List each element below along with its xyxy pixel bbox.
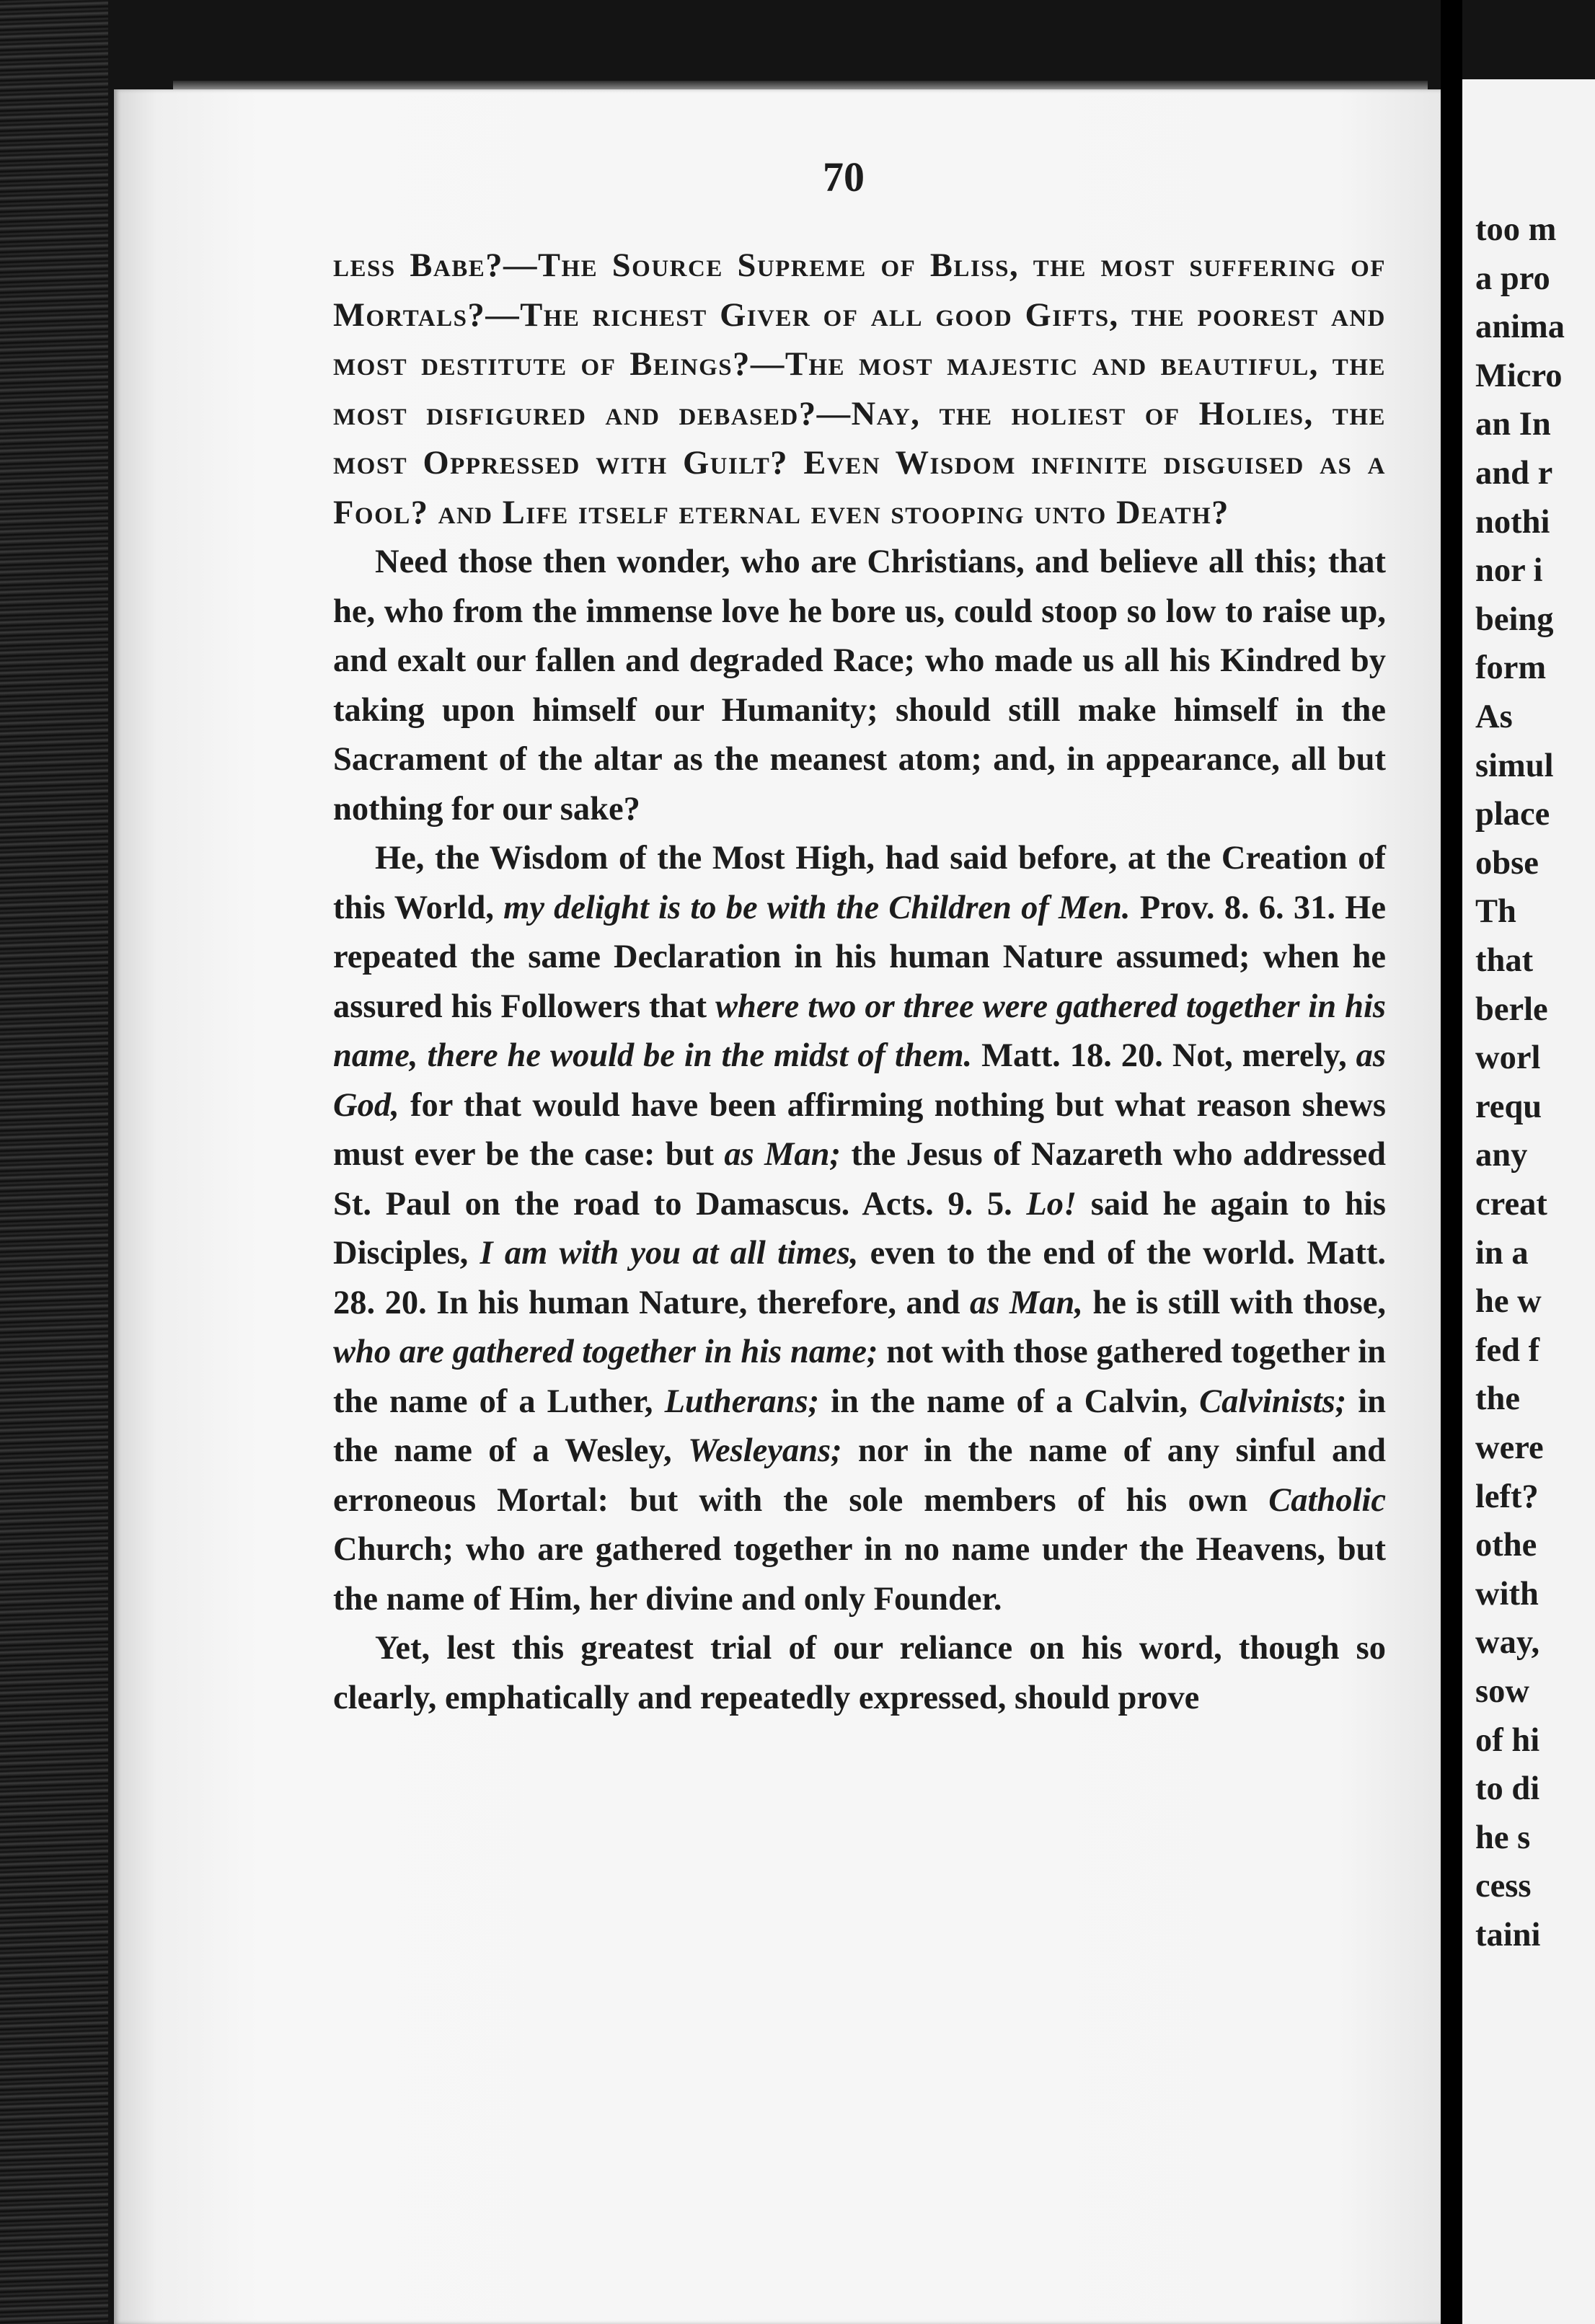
adjacent-page-line: and r — [1475, 455, 1553, 492]
text-run: Church; who are gathered together in no name under the Heavens, but the name of Him, her divine and only Founder. — [333, 1531, 1386, 1618]
adjacent-page-line: of hi — [1475, 1721, 1540, 1759]
page-gutter — [1441, 0, 1462, 2324]
adjacent-page-line: that — [1475, 942, 1534, 979]
text-run: Catholic — [1268, 1481, 1386, 1519]
text-run: I am with you at all times, — [480, 1235, 859, 1272]
text-run: said he again to his Disciples, — [333, 1185, 1386, 1272]
text-run: Wesleyans; — [688, 1432, 842, 1469]
text-run: not with those gathered together in the name of a Luther, — [333, 1334, 1386, 1420]
adjacent-page-line: form — [1475, 649, 1547, 687]
text-run: even to the end of the world. Matt. 28. 20. In his human Nature, therefore, and — [333, 1235, 1386, 1321]
adjacent-page-line: Micro — [1475, 357, 1563, 394]
adjacent-page-line: place — [1475, 796, 1550, 833]
adjacent-page-line: he s — [1475, 1819, 1531, 1856]
adjacent-page-line: too m — [1475, 211, 1557, 248]
adjacent-page-line: berle — [1475, 990, 1548, 1028]
text-run: he is still with those, — [1082, 1284, 1386, 1321]
text-run: where two or three were gathered together in his name, there he would be in the midst of them. — [333, 988, 1386, 1074]
adjacent-page-line: othe — [1475, 1527, 1537, 1564]
page-number: 70 — [823, 154, 865, 200]
paragraph-3 — [333, 834, 1386, 1624]
adjacent-page-line: Th — [1475, 893, 1516, 931]
adjacent-page-line: way, — [1475, 1624, 1540, 1662]
adjacent-page-line: nothi — [1475, 503, 1550, 541]
adjacent-page-fragment — [1462, 79, 1595, 2324]
text-run: Need those then wonder, who are Christians, and believe all this; that he, who from the immense love he bore us, could stoop so low to raise up, and exalt our fallen and degraded Race; who made us all his Kindred by taking upon himself our Humanity; should still make himself in the Sacrament of the altar as the meanest atom; and, in appearance, all but nothing for our sake? — [333, 544, 1386, 828]
text-run: Yet, lest this greatest trial of our reliance on his word, though so clearly, emphatically and repeatedly expressed, should prove — [333, 1630, 1386, 1716]
adjacent-page-line: being — [1475, 600, 1554, 638]
text-run: in the name of a Wesley, — [333, 1383, 1387, 1469]
paragraph-1 — [333, 241, 1386, 538]
text-run: the Jesus of Nazareth who addressed St. Paul on the road to Damascus. Acts. 9. 5. — [333, 1136, 1386, 1223]
text-run: who are gathered together in his name; — [333, 1334, 878, 1370]
text-run: less Babe?—The Source Supreme of Bliss, the most suffering of Mortals?—The richest Giver of all good Gifts, the poorest and most destitute of Beings?—The most majestic and beautiful, the most disfigured and debased?—Nay, the holiest of Holies, the most Oppressed with Guilt? Even Wisdom infinite disguised as a Fool? and Life itself eternal even stooping unto Death? — [333, 247, 1386, 531]
adjacent-page-line: a pro — [1475, 260, 1550, 297]
adjacent-page-line: with — [1475, 1575, 1539, 1613]
adjacent-page-line: were — [1475, 1429, 1544, 1466]
text-run: Calvinists; — [1199, 1383, 1347, 1420]
adjacent-page-line: to di — [1475, 1770, 1540, 1808]
book-binding-edge — [0, 0, 108, 2324]
text-run: Lutherans; — [664, 1383, 820, 1420]
text-run: as Man; — [724, 1136, 841, 1173]
text-run: my delight is to be with the Children of Men. — [503, 889, 1131, 926]
adjacent-page-line: sow — [1475, 1673, 1529, 1710]
text-run: He, the Wisdom of the Most High, had said before, at the Creation of this World, — [333, 840, 1386, 926]
adjacent-page-line: nor i — [1475, 552, 1543, 590]
text-run: Prov. 8. 6. 31. He repeated the same Declaration in his human Nature assumed; when he assured his Followers that — [333, 889, 1386, 1025]
adjacent-page-line: the — [1475, 1380, 1520, 1418]
text-run: as Man, — [969, 1284, 1083, 1321]
adjacent-page-line: left? — [1475, 1478, 1539, 1515]
text-run: in the name of a Calvin, — [819, 1383, 1200, 1420]
text-run: Matt. 18. 20. Not, merely, — [972, 1037, 1356, 1074]
adjacent-page-line: in a — [1475, 1234, 1529, 1272]
adjacent-page-line: worl — [1475, 1039, 1541, 1077]
paragraph-2 — [333, 538, 1386, 834]
text-run: nor in the name of any sinful and erroneous Mortal: but with the sole members of his own — [333, 1432, 1387, 1519]
adjacent-page-line: As — [1475, 698, 1513, 735]
adjacent-page-line: anima — [1475, 309, 1565, 346]
paragraph-4 — [333, 1624, 1386, 1723]
text-run: for that would have been affirming nothing but what reason shews must ever be the case: but — [333, 1086, 1386, 1173]
text-run: Lo! — [1026, 1185, 1077, 1223]
adjacent-page-line: any — [1475, 1137, 1528, 1174]
adjacent-page-line: requ — [1475, 1088, 1542, 1125]
adjacent-page-line: fed f — [1475, 1331, 1540, 1369]
page-body-text — [333, 241, 1386, 1723]
adjacent-page-line: he w — [1475, 1283, 1542, 1321]
adjacent-page-line: creat — [1475, 1186, 1547, 1223]
adjacent-page-line: cess — [1475, 1868, 1532, 1905]
adjacent-page-line: taini — [1475, 1917, 1541, 1953]
adjacent-page-line: an In — [1475, 406, 1551, 443]
adjacent-page-line: obse — [1475, 844, 1539, 882]
adjacent-page-line: simul — [1475, 747, 1554, 784]
text-run: as God, — [333, 1037, 1386, 1124]
